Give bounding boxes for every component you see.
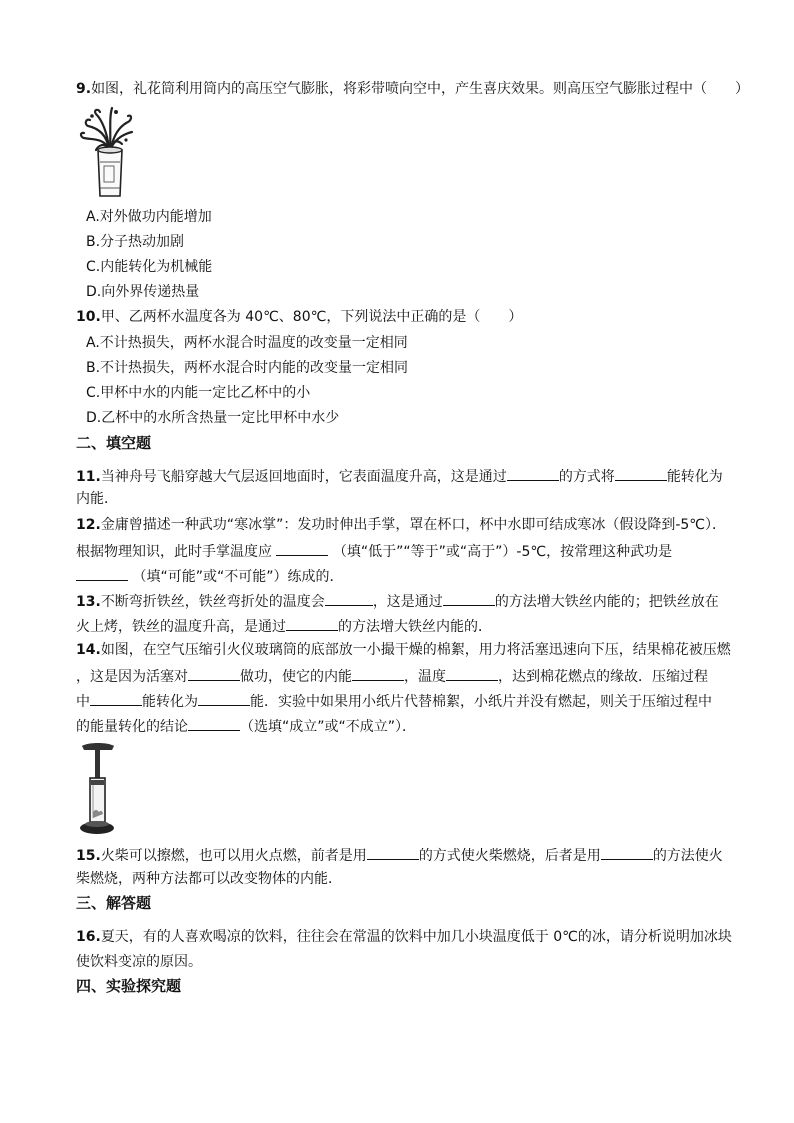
answer-blank[interactable]: [188, 666, 240, 681]
answer-blank[interactable]: [90, 691, 142, 706]
question-14-line-4: 的能量转化的结论 （选填“成立”或“不成立”）．: [76, 716, 416, 736]
question-number: 16.: [76, 929, 101, 945]
answer-blank[interactable]: [198, 691, 250, 706]
question-14-line-2: ，这是因为活塞对 做功，使它的内能 ，温度 ，达到棉花燃点的缘故．压缩过程: [76, 666, 708, 686]
option-a: A.对外做功内能增加: [86, 209, 212, 225]
question-11-line-2: 内能．: [76, 491, 118, 507]
option-d: D.乙杯中的水所含热量一定比甲杯中水少: [86, 410, 340, 426]
question-14: 14.如图，在空气压缩引火仪玻璃筒的底部放一小撮干燥的棉絮，用力将活塞迅速向下压，结果棉花被压燃: [76, 642, 731, 658]
section-heading-experiment: 四、实验探究题: [76, 977, 182, 995]
answer-blank[interactable]: [276, 541, 328, 556]
question-number: 12.: [76, 517, 101, 533]
question-text: 甲、乙两杯水温度各为 40℃、80℃，下列说法中正确的是（ ）: [100, 309, 523, 325]
answer-blank[interactable]: [188, 716, 240, 731]
answer-blank[interactable]: [507, 466, 559, 481]
question-12-line-2: 根据物理知识，此时手掌温度应 （填“低于”“等于”或“高于”）-5℃，按常理这种武功是: [76, 541, 672, 561]
answer-blank[interactable]: [446, 666, 498, 681]
option-d: D.向外界传递热量: [86, 284, 200, 300]
option-b: B.分子热动加剧: [86, 234, 185, 250]
option-a: A.不计热损失，两杯水混合时温度的改变量一定相同: [86, 335, 408, 351]
question-16: 16.夏天，有的人喜欢喝凉的饮料，往往会在常温的饮料中加几小块温度低于 0℃的冰，请分析说明加冰块: [76, 929, 732, 945]
answer-blank[interactable]: [601, 845, 653, 860]
section-heading-fill-blank: 二、填空题: [76, 434, 152, 452]
answer-blank[interactable]: [76, 566, 128, 581]
air-compression-igniter-figure: [76, 740, 120, 838]
option-c: C.内能转化为机械能: [86, 259, 213, 275]
question-12: 12.金庸曾描述一种武功“寒冰掌”：发功时伸出手掌，罩在杯口，杯中水即可结成寒冰（假设降到-5℃）．: [76, 517, 726, 533]
question-15-line-2: 柴燃烧，两种方法都可以改变物体的内能．: [76, 871, 342, 887]
question-12-line-3: （填“可能”或“不可能”）练成的．: [76, 566, 343, 586]
answer-blank[interactable]: [443, 591, 495, 606]
answer-blank[interactable]: [352, 666, 404, 681]
party-popper-figure: [76, 104, 136, 200]
answer-blank[interactable]: [286, 616, 338, 631]
section-heading-short-answer: 三、解答题: [76, 894, 152, 912]
question-11: 11.当神舟号飞船穿越大气层返回地面时，它表面温度升高，这是通过 的方式将 能转化为: [76, 466, 723, 486]
answer-blank[interactable]: [615, 466, 667, 481]
question-number: 10.: [76, 309, 101, 325]
answer-blank[interactable]: [367, 845, 419, 860]
option-b: B.不计热损失，两杯水混合时内能的改变量一定相同: [86, 360, 409, 376]
question-10: [76, 308, 522, 326]
question-15: 15.火柴可以擦燃，也可以用火点燃，前者是用 的方式使火柴燃烧，后者是用 的方法使火: [76, 845, 723, 865]
question-16-line-2: 使饮料变凉的原因。: [76, 954, 202, 970]
question-14-line-3: 中 能转化为 能．实验中如果用小纸片代替棉絮，小纸片并没有燃起，则关于压缩过程中: [76, 691, 712, 711]
question-number: 13.: [76, 594, 101, 610]
question-text: 如图，礼花筒利用筒内的高压空气膨胀，将彩带喷向空中，产生喜庆效果。则高压空气膨胀过程中（ ）: [91, 81, 750, 97]
option-c: C.甲杯中水的内能一定比乙杯中的小: [86, 385, 311, 401]
question-number: 11.: [76, 469, 101, 485]
question-13-line-2: 火上烤，铁丝的温度升高，是通过 的方法增大铁丝内能的．: [76, 616, 492, 636]
question-number: 9.: [76, 81, 92, 97]
question-number: 14.: [76, 642, 101, 658]
question-9: [76, 80, 749, 98]
answer-blank[interactable]: [325, 591, 373, 606]
question-13: 13.不断弯折铁丝，铁丝弯折处的温度会 ，这是通过 的方法增大铁丝内能的；把铁丝放在: [76, 591, 719, 611]
question-number: 15.: [76, 848, 101, 864]
